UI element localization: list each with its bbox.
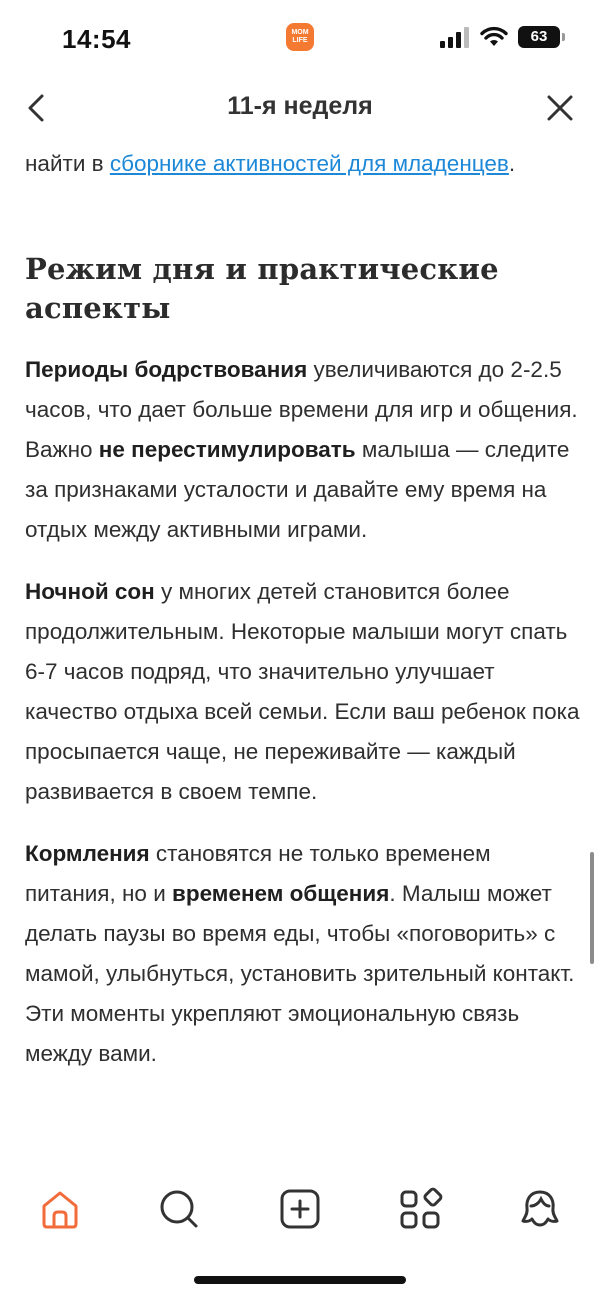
scrollbar[interactable] — [590, 852, 594, 964]
bold-text: не перестимулировать — [98, 437, 356, 462]
tab-bar — [0, 1172, 600, 1252]
profile-icon[interactable] — [517, 1186, 563, 1232]
paragraph-feeding — [25, 834, 580, 1074]
bold-text: Ночной сон — [25, 579, 155, 604]
home-indicator[interactable] — [194, 1276, 406, 1284]
paragraph-wake-periods — [25, 350, 580, 550]
battery-indicator: 63 — [518, 26, 560, 48]
lead-end: . — [508, 151, 516, 176]
app-badge — [286, 23, 314, 51]
activities-link[interactable]: сборнике активностей для младенцев — [109, 151, 509, 176]
nav-bar — [0, 80, 600, 136]
status-time: 14:54 — [62, 24, 131, 54]
article-content — [25, 140, 580, 1160]
bold-text: Кормления — [25, 841, 150, 866]
page-title: 11-я неделя — [227, 92, 373, 120]
paragraph-text: . Малыш может делать паузы во время еды, чтобы «поговорить» с мамой, улыбнуться, установить зрительный контакт. Эти моменты укрепляют эмоциональную связь между вами. — [25, 881, 575, 1066]
close-icon[interactable] — [540, 88, 580, 128]
signal-icon — [440, 26, 470, 48]
app-badge-line2: LIFE — [292, 37, 308, 44]
search-icon[interactable] — [156, 1186, 202, 1232]
paragraph-text: увеличиваются до 2-2.5 часов, что дает больше времени для игр и общения. Важно — [25, 357, 578, 462]
bold-text: Периоды бодрствования — [25, 357, 308, 382]
section-heading: Режим дня и практические аспекты — [25, 252, 499, 325]
add-icon[interactable] — [277, 1186, 323, 1232]
lead-paragraph — [25, 144, 580, 184]
bold-text: временем общения — [172, 881, 390, 906]
catalog-icon[interactable] — [397, 1186, 443, 1232]
paragraph-text: у многих детей становится более продолжительным. Некоторые малыши могут спать 6-7 часов подряд, что значительно улучшает качество отдыха всей семьи. Если ваш ребенок пока просыпается чаще, не переживайте — каждый развивается в своем темпе. — [25, 579, 580, 804]
paragraph-text: становятся не только временем питания, но и — [25, 841, 491, 906]
status-bar — [0, 0, 600, 80]
paragraph-text: малыша — следите за признаками усталости и давайте ему время на отдых между активными играми. — [25, 437, 570, 542]
wifi-icon — [480, 26, 508, 48]
paragraph-night-sleep — [25, 572, 580, 812]
status-icons — [440, 26, 560, 48]
lead-text: найти в — [25, 151, 110, 176]
home-icon[interactable] — [37, 1186, 83, 1232]
app-badge-line1: MOM — [291, 29, 309, 36]
